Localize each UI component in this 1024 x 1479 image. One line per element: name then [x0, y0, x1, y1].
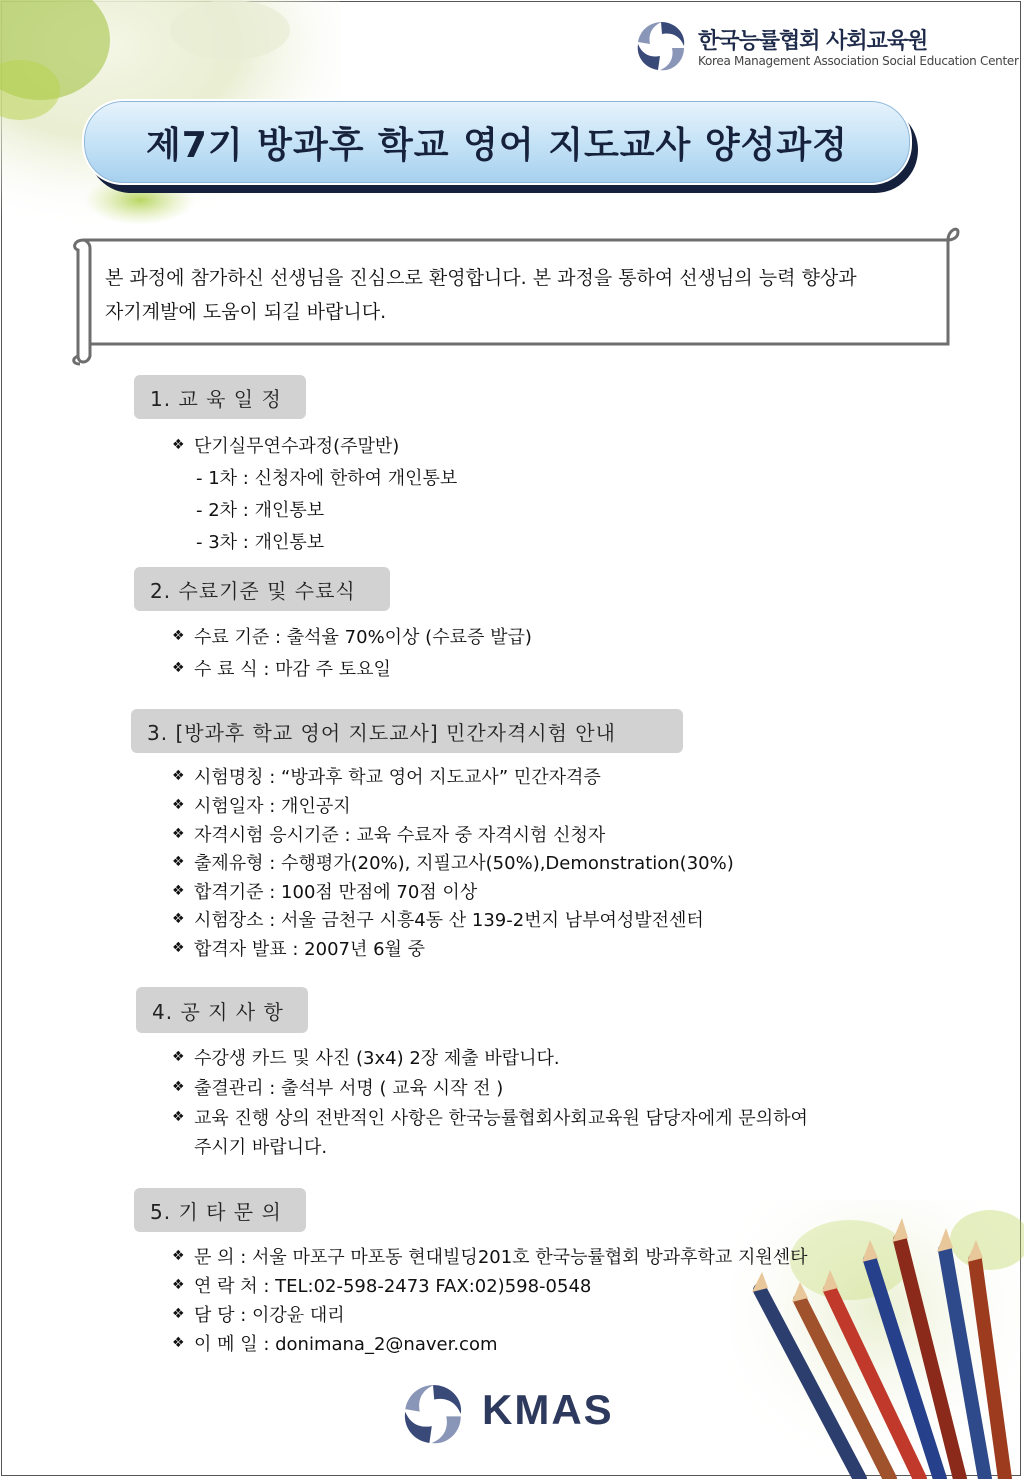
- list-item: ❖ 시험명칭 : “방과후 학교 영어 지도교사” 민간자격증: [172, 767, 601, 788]
- list-item: ❖ 단기실무연수과정(주말반): [172, 436, 400, 457]
- list-item: ❖ 문 의 : 서울 마포구 마포동 현대빌딩201호 한국능률협회 방과후학교 지원센타: [172, 1247, 808, 1268]
- sub-item: - 3차 : 개인통보: [196, 532, 325, 553]
- welcome-line: 자기계발에 도움이 되길 바랍니다.: [105, 301, 387, 323]
- diamond-bullet-icon: ❖: [172, 1079, 185, 1095]
- certification-list: [172, 763, 932, 963]
- welcome-message: [105, 261, 950, 329]
- list-item: ❖ 시험일자 : 개인공지: [172, 796, 351, 817]
- sub-item: - 1차 : 신청자에 한하여 개인통보: [196, 468, 458, 489]
- contact-list: [172, 1243, 932, 1358]
- list-item: ❖ 담 당 : 이강윤 대리: [172, 1305, 345, 1326]
- diamond-bullet-icon: ❖: [172, 1049, 185, 1065]
- list-item: ❖ 합격기준 : 100점 만점에 70점 이상: [172, 882, 478, 903]
- list-item-continuation: 주시기 바랍니다.: [194, 1137, 328, 1158]
- list-item: ❖ 출결관리 : 출석부 서명 ( 교육 시작 전 ): [172, 1078, 504, 1099]
- section-heading-notice: 4. 공 지 사 항: [136, 987, 308, 1033]
- diamond-bullet-icon: ❖: [172, 911, 185, 927]
- org-name-english: Korea Management Association Social Education Center: [698, 54, 1019, 68]
- diamond-bullet-icon: ❖: [172, 854, 185, 870]
- list-item: ❖ 수 료 식 : 마감 주 토요일: [172, 659, 391, 680]
- list-item: ❖ 교육 진행 상의 전반적인 사항은 한국능률협회사회교육원 담당자에게 문의하여: [172, 1108, 808, 1129]
- org-name-korean: 한국능률협회 사회교육원: [698, 29, 928, 54]
- section-heading-schedule: 1. 교 육 일 정: [134, 375, 306, 419]
- list-item: ❖ 자격시험 응시기준 : 교육 수료자 중 자격시험 신청자: [172, 825, 606, 846]
- list-item: ❖ 수강생 카드 및 사진 (3x4) 2장 제출 바랍니다.: [172, 1048, 560, 1069]
- diamond-bullet-icon: ❖: [172, 1306, 185, 1322]
- diamond-bullet-icon: ❖: [172, 1248, 185, 1264]
- diamond-bullet-icon: ❖: [172, 826, 185, 842]
- notice-list: [172, 1044, 932, 1164]
- diamond-bullet-icon: ❖: [172, 797, 185, 813]
- kmas-logo: [398, 1378, 630, 1450]
- diamond-bullet-icon: ❖: [172, 1109, 185, 1125]
- diamond-bullet-icon: ❖: [172, 940, 185, 956]
- diamond-bullet-icon: ❖: [172, 660, 185, 676]
- diamond-bullet-icon: ❖: [172, 1277, 185, 1293]
- kmas-logo-text: KMAS: [482, 1386, 614, 1433]
- diamond-bullet-icon: ❖: [172, 1335, 185, 1351]
- page-title: 제7기 방과후 학교 영어 지도교사 양성과정: [146, 124, 848, 166]
- section-heading-completion: 2. 수료기준 및 수료식: [134, 567, 390, 611]
- diamond-bullet-icon: ❖: [172, 768, 185, 784]
- schedule-list: [172, 432, 872, 562]
- diamond-bullet-icon: ❖: [172, 437, 185, 453]
- list-item: ❖ 연 락 처 : TEL:02-598-2473 FAX:02)598-0548: [172, 1276, 592, 1297]
- welcome-line: 본 과정에 참가하신 선생님을 진심으로 환영합니다. 본 과정을 통하여 선생님의 능력 향상과: [105, 267, 857, 289]
- diamond-bullet-icon: ❖: [172, 883, 185, 899]
- section-heading-contact: 5. 기 타 문 의: [134, 1188, 306, 1232]
- swirl-emblem-icon: [632, 18, 690, 74]
- diamond-bullet-icon: ❖: [172, 628, 185, 644]
- swirl-emblem-icon: [398, 1380, 468, 1448]
- org-logo: [632, 18, 1019, 74]
- title-banner: [82, 99, 912, 185]
- sub-item: - 2차 : 개인통보: [196, 500, 325, 521]
- list-item: ❖ 출제유형 : 수행평가(20%), 지필고사(50%),Demonstration(30%): [172, 853, 734, 874]
- list-item: ❖ 합격자 발표 : 2007년 6월 중: [172, 939, 426, 960]
- list-item: ❖ 이 메 일 : donimana_2@naver.com: [172, 1334, 498, 1355]
- list-item: ❖ 수료 기준 : 출석율 70%이상 (수료증 발급): [172, 627, 532, 648]
- section-heading-certification: 3. [방과후 학교 영어 지도교사] 민간자격시험 안내: [131, 709, 683, 753]
- list-item: ❖ 시험장소 : 서울 금천구 시흥4동 산 139-2번지 남부여성발전센터: [172, 910, 704, 931]
- completion-list: [172, 623, 872, 693]
